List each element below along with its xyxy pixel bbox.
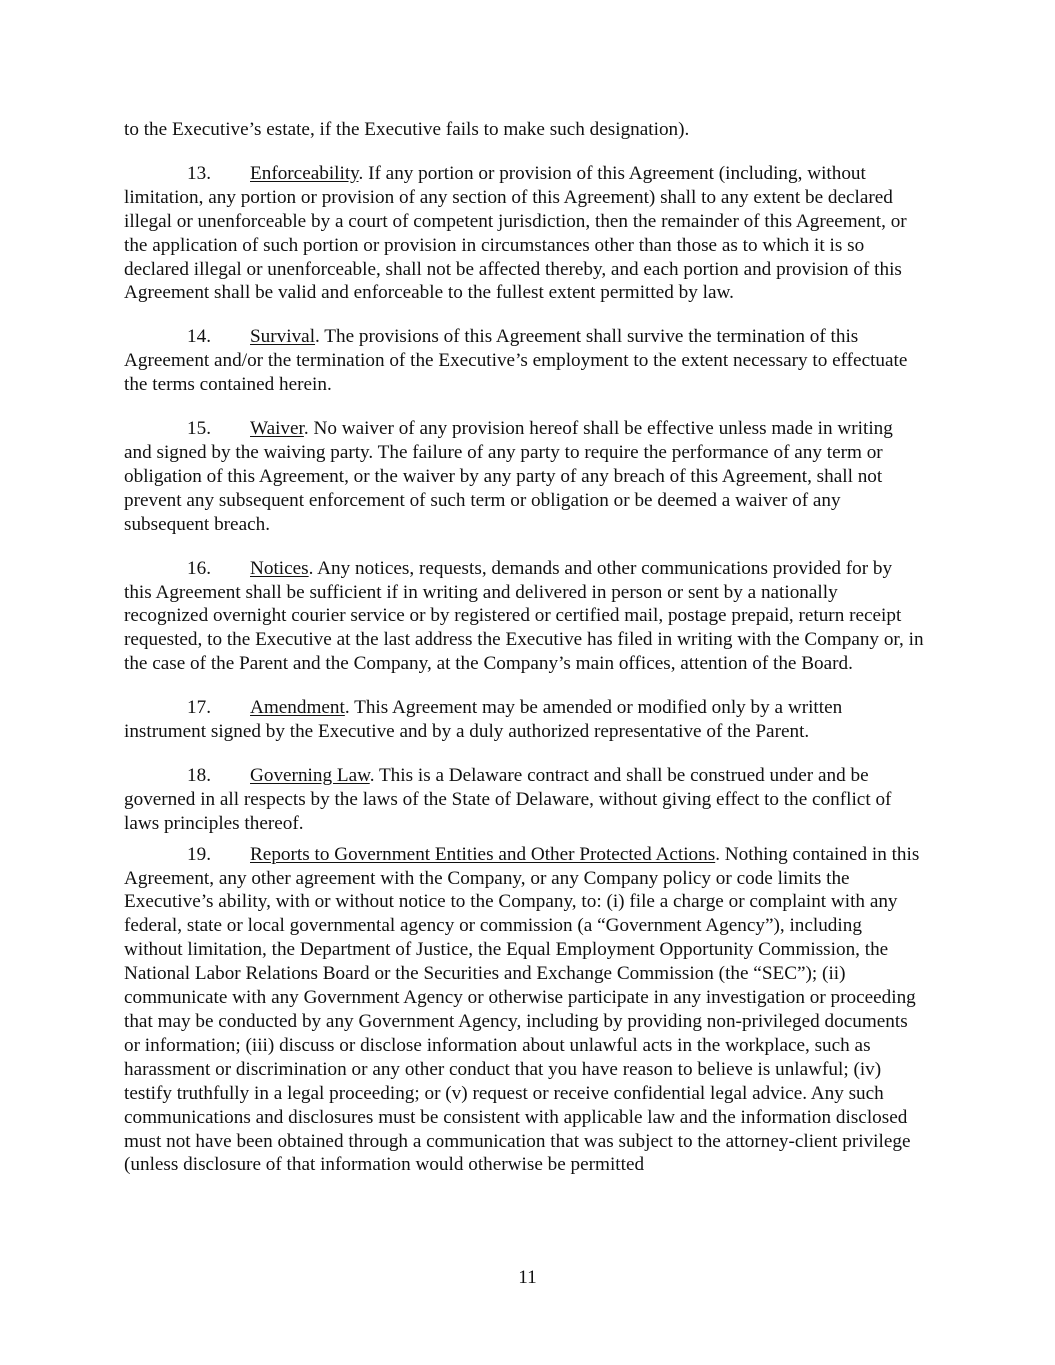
section-number: 16. xyxy=(187,557,211,579)
document-page xyxy=(124,118,924,1197)
section-number: 19. xyxy=(187,843,211,865)
section-body: . If any portion or provision of this Agreement (including, without limitation, any portion or provision of any section of this Agreement) shall to any extent be declared illegal or unenforceable by a court of competent jurisdiction, then the remainder of this Agreement, or the application of such portion or provision in circumstances other than those as to which it is so declared illegal or unenforceable, shall not be affected thereby, and each portion and provision of this Agreement shall be valid and enforceable to the fullest extent permitted by law. xyxy=(124,162,907,304)
section-number: 15. xyxy=(187,418,211,440)
section-body: . Any notices, requests, demands and other communications provided for by this Agreement shall be sufficient if in writing and delivered in person or sent by a nationally recognized overnight courier service or by registered or certified mail, postage prepaid, return receipt requested, to the Executive at the last address the Executive has filed in writing with the Company or, in the case of the Parent and the Company, at the Company’s main offices, attention of the Board. xyxy=(124,557,924,675)
section-15-waiver xyxy=(124,417,924,537)
section-body: . This is a Delaware contract and shall be construed under and be governed in all respects by the laws of the State of Delaware, without giving effect to the conflict of laws principles thereof. xyxy=(124,764,892,834)
section-heading: Notices xyxy=(250,557,309,579)
section-heading: Governing Law xyxy=(250,764,370,786)
section-14-survival xyxy=(124,325,924,397)
continuation-paragraph: to the Executive’s estate, if the Executive fails to make such designation). xyxy=(124,119,690,140)
section-body: . No waiver of any provision hereof shall be effective unless made in writing and signed by the waiving party. The failure of any party to require the performance of any term or obligation of this Agreement, or the waiver by any party of any breach of this Agreement, shall not prevent any subsequent enforcement of such term or obligation or be deemed a waiver of any subsequent breach. xyxy=(124,418,893,535)
section-heading: Amendment xyxy=(250,697,345,719)
section-16-notices xyxy=(124,557,924,677)
section-number: 13. xyxy=(187,162,211,184)
section-heading: Enforceability xyxy=(250,162,359,184)
page-number: 11 xyxy=(518,1267,537,1288)
section-body: . This Agreement may be amended or modified only by a written instrument signed by the Executive and by a duly authorized representative of the Parent. xyxy=(124,697,843,743)
section-body: . The provisions of this Agreement shall survive the termination of this Agreement and/or the termination of the Executive’s employment to the extent necessary to effectuate the terms contained herein. xyxy=(124,326,908,396)
section-number: 17. xyxy=(187,697,211,719)
section-number: 18. xyxy=(187,764,211,786)
section-number: 14. xyxy=(187,326,211,348)
section-heading: Reports to Government Entities and Other Protected Actions xyxy=(250,843,716,865)
section-body: . Nothing contained in this Agreement, any other agreement with the Company, or any Company policy or code limits the Executive’s ability, with or without notice to the Company, to: (i) file a charge or complaint with any federal, state or local governmental agency or commission (a “Government Agency”), including without limitation, the Department of Justice, the Equal Employment Opportunity Commission, the National Labor Relations Board or the Securities and Exchange Commission (the “SEC”); (ii) communicate with any Government Agency or otherwise participate in any investigation or proceeding that may be conducted by any Government Agency, including by providing non-privileged documents or information; (iii) discuss or disclose information about unlawful acts in the workplace, such as harassment or discrimination or any other conduct that you have reason to believe is unlawful; (iv) testify truthfully in a legal proceeding; or (v) request or receive confidential legal advice. Any such communications and disclosures must be consistent with applicable law and the information disclosed must not have been obtained through a communication that was subject to the attorney-client privilege (unless disclosure of that information would otherwise be permitted xyxy=(124,843,920,1176)
section-17-amendment xyxy=(124,696,924,744)
section-heading: Waiver xyxy=(250,418,304,440)
section-18-governing-law xyxy=(124,764,924,836)
section-19-reports-to-government xyxy=(124,843,924,1178)
section-heading: Survival xyxy=(250,326,316,348)
section-13-enforceability xyxy=(124,162,924,305)
